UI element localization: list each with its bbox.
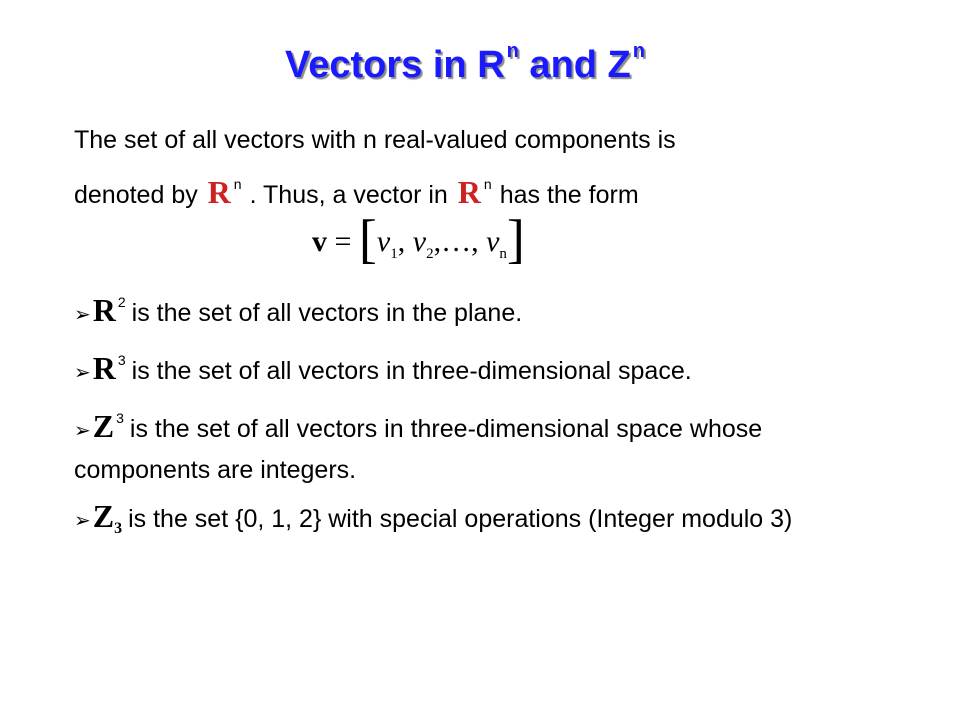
formula-vn: v (486, 225, 500, 258)
bullet-text: is the set of all vectors in the plane. (131, 299, 523, 327)
formula-sep1: , (397, 225, 413, 258)
bullet-text: is the set of all vectors in three-dimensional space. (131, 357, 692, 385)
bullet-item-r2 (74, 282, 884, 334)
bullet-text: is the set {0, 1, 2} with special operations (Integer modulo 3) (128, 505, 793, 533)
formula-lhs: v (312, 225, 327, 258)
bullet-symbol-sup: 3 (116, 410, 124, 426)
para-symbol-r1-sup: n (233, 176, 242, 192)
bullet-symbol: R (92, 350, 116, 386)
bullet-symbol: Z (92, 408, 115, 444)
bullet-symbol-sup: 3 (117, 352, 126, 368)
bullet-symbol-sup: 2 (117, 294, 126, 310)
formula-open-bracket: [ (358, 209, 377, 269)
bullet-item-z3 (74, 398, 884, 490)
title-sup-b: n (632, 40, 645, 62)
formula-v1: v (376, 225, 391, 258)
bullet-symbol: R (92, 292, 116, 328)
bullet-text: is the set of all vectors in three-dimensional space whose components are integers. (74, 415, 763, 484)
formula-v1-sub: 1 (390, 246, 398, 262)
title-text-a: Vectors in R (285, 44, 505, 86)
title-text-b: and Z (518, 44, 631, 86)
para-symbol-r2-sup: n (483, 176, 492, 192)
para-line1: The set of all vectors with n real-valued components is (74, 126, 676, 154)
arrow-bullet-icon: ➢ (74, 360, 91, 384)
vector-formula (312, 208, 525, 270)
para-line2-pre: denoted by (74, 181, 205, 209)
formula-v2: v (412, 225, 427, 258)
bullet-list (74, 282, 884, 555)
arrow-bullet-icon: ➢ (74, 418, 91, 442)
formula-v2-sub: 2 (426, 246, 434, 262)
formula-equals: = (327, 225, 359, 258)
page-title (0, 40, 930, 87)
title-sup-a: n (506, 40, 519, 62)
para-symbol-r1: R (207, 174, 231, 210)
formula-vn-sub: n (499, 246, 507, 262)
formula-close-bracket: ] (506, 209, 525, 269)
bullet-symbol: Z (92, 498, 115, 534)
arrow-bullet-icon: ➢ (74, 508, 91, 532)
bullet-item-r3 (74, 340, 884, 392)
para-line2-post: has the form (499, 181, 639, 209)
para-symbol-r2: R (457, 174, 481, 210)
formula-sep2: ,…, (433, 225, 487, 258)
intro-paragraph (74, 118, 874, 217)
bullet-item-z-sub3 (74, 496, 884, 549)
para-line2-mid: . Thus, a vector in (249, 181, 455, 209)
arrow-bullet-icon: ➢ (74, 302, 91, 326)
bullet-symbol-sub: 3 (114, 520, 123, 537)
